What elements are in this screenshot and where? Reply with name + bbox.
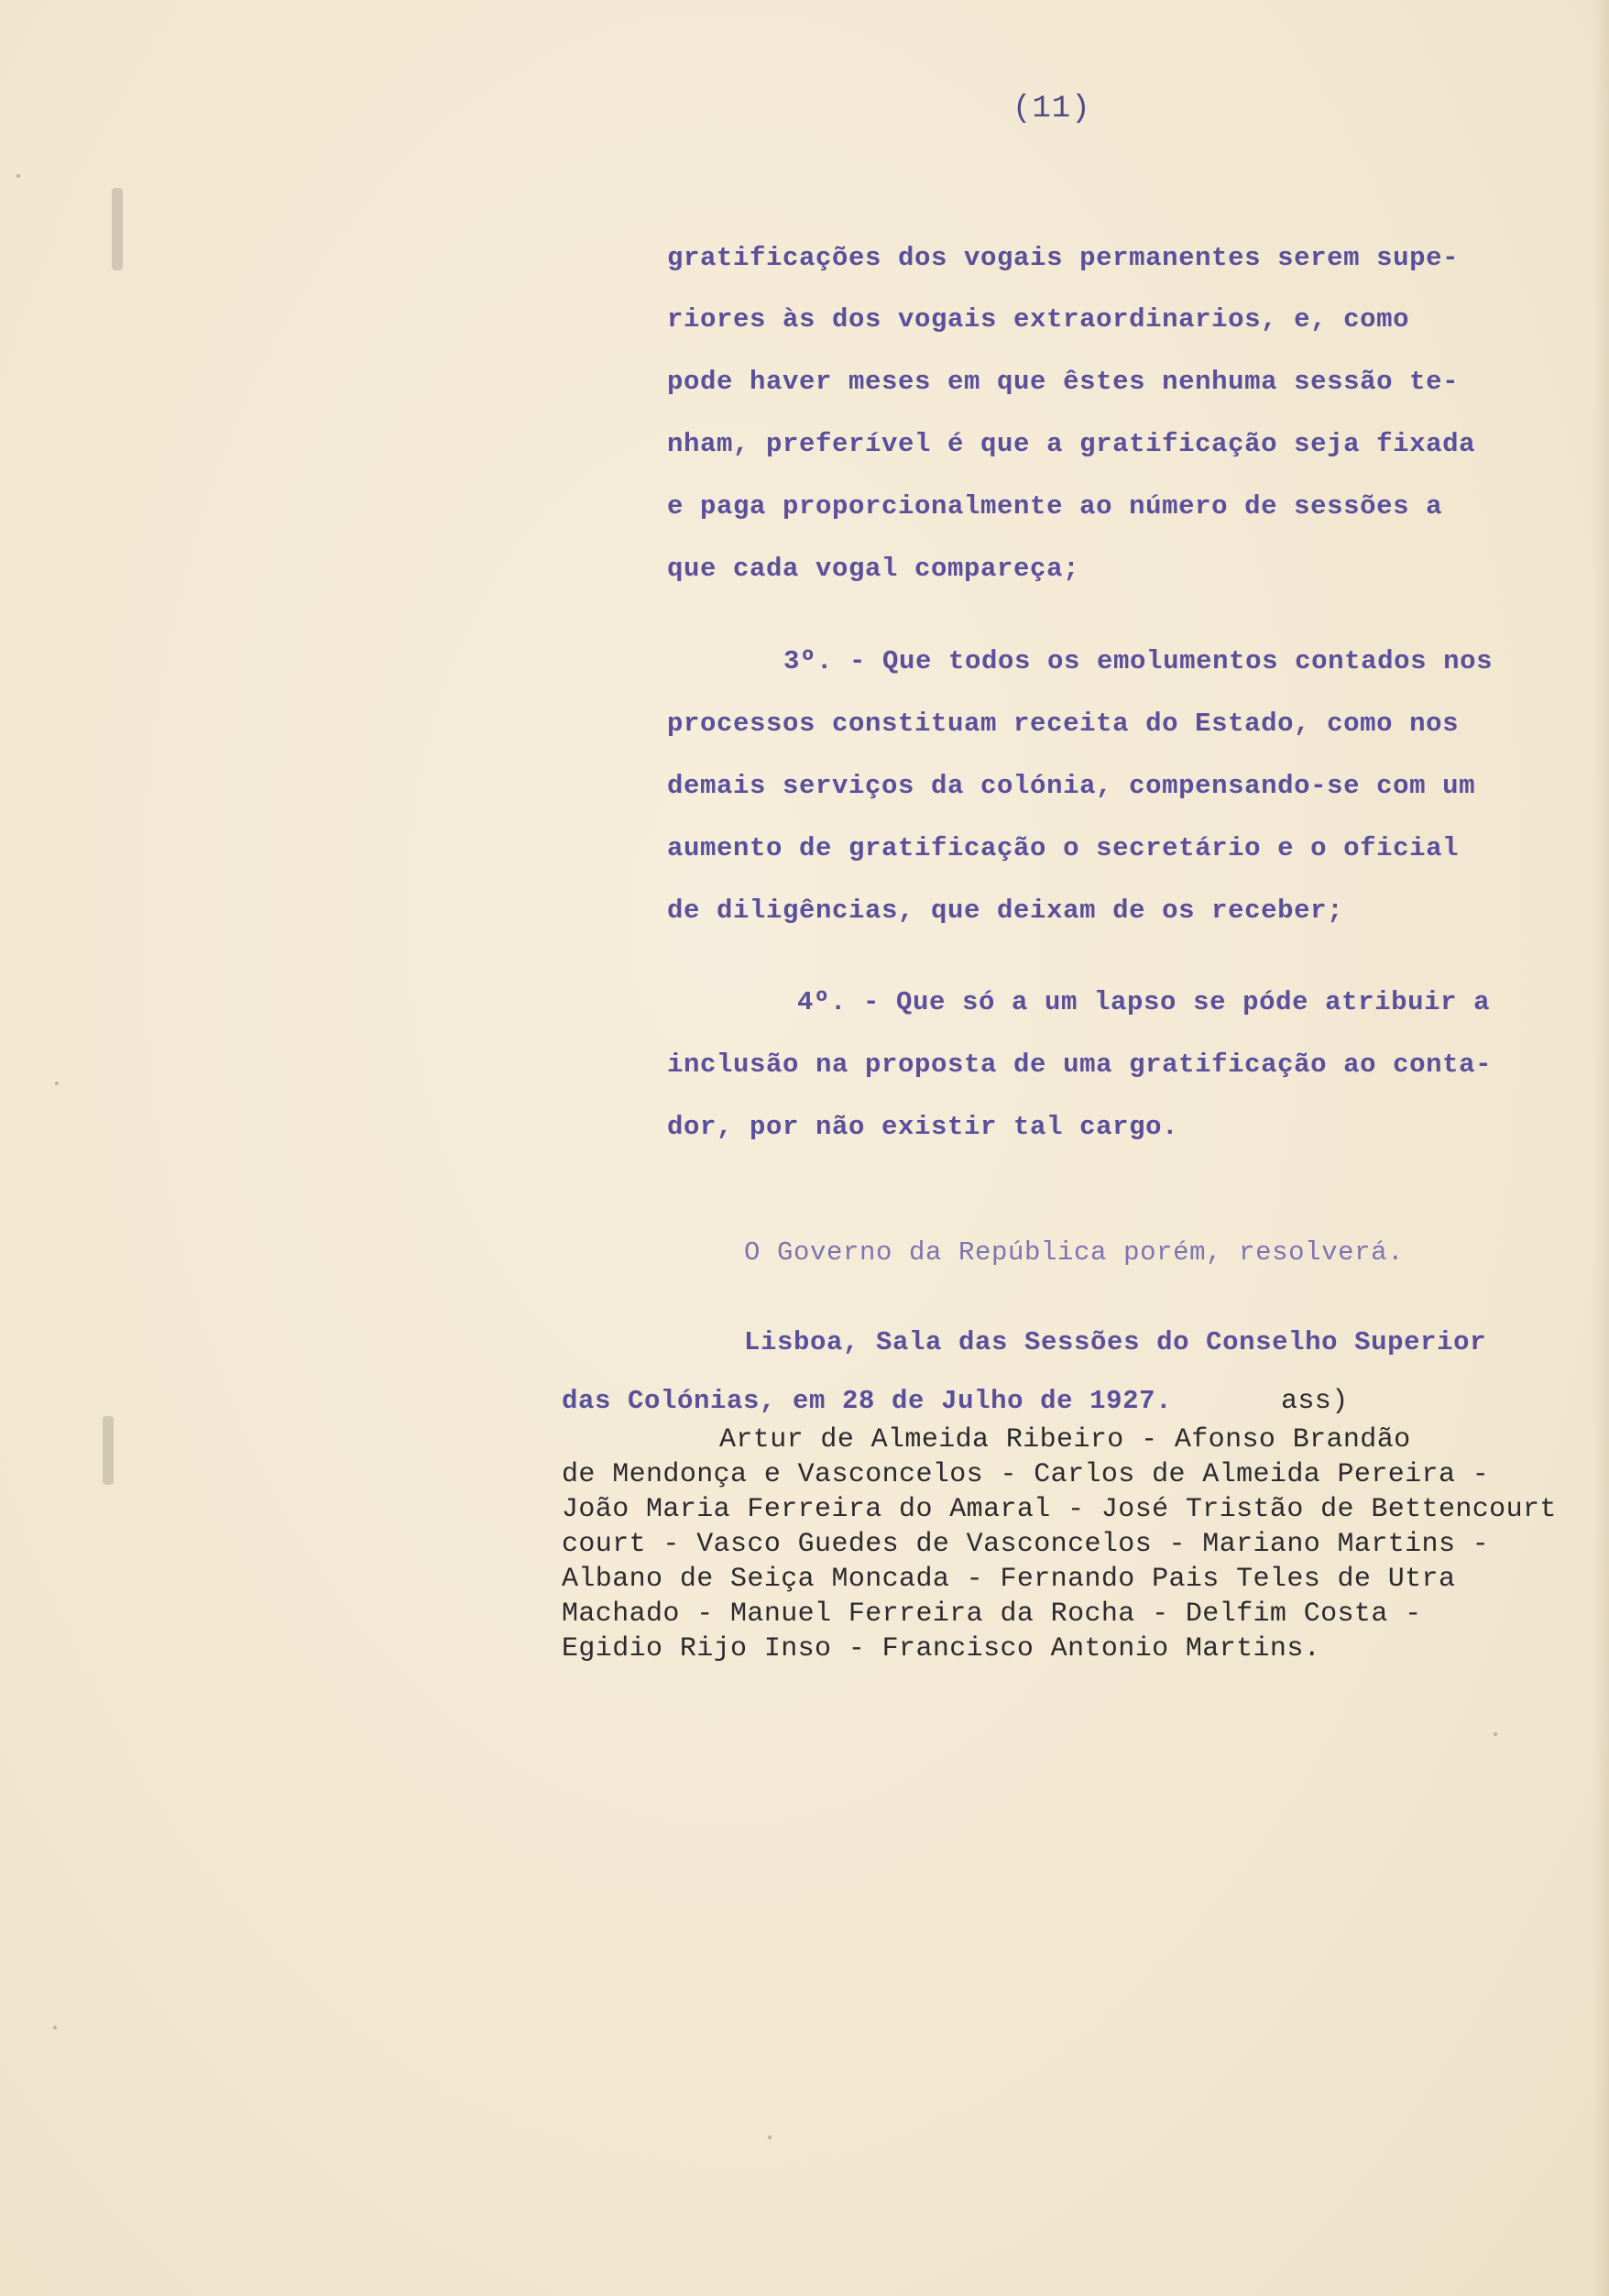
page-edge-shadow bbox=[1593, 0, 1609, 2296]
punch-hole-mark bbox=[112, 188, 123, 270]
text-line: inclusão na proposta de uma gratificação ao conta- bbox=[667, 1049, 1493, 1080]
text-line: riores às dos vogais extraordinarios, e, como bbox=[667, 304, 1410, 335]
text-line: aumento de gratificação o secretário e o oficial bbox=[667, 833, 1460, 863]
text-line: processos constituam receita do Estado, como nos bbox=[667, 709, 1460, 739]
paper-speck bbox=[16, 174, 20, 178]
punch-hole-mark bbox=[103, 1416, 114, 1485]
text-line: que cada vogal compareça; bbox=[667, 554, 1080, 584]
signature-line: Albano de Seiça Moncada - Fernando Pais Teles de Utra bbox=[562, 1564, 1456, 1595]
text-line: 4º. - Que só a um lapso se póde atribuir a bbox=[797, 987, 1491, 1017]
paper-speck bbox=[55, 1082, 59, 1085]
paper-speck bbox=[768, 2136, 772, 2139]
text-line: pode haver meses em que êstes nenhuma sessão te- bbox=[667, 367, 1460, 397]
signature-line: Artur de Almeida Ribeiro - Afonso Brandão bbox=[719, 1424, 1411, 1456]
text-line: demais serviços da colónia, compensando-se com um bbox=[667, 771, 1476, 801]
paper-speck bbox=[53, 2026, 57, 2029]
text-line: dor, por não existir tal cargo. bbox=[667, 1112, 1179, 1142]
place-date-line: Lisboa, Sala das Sessões do Conselho Superior bbox=[744, 1327, 1487, 1357]
place-date-line: das Colónias, em 28 de Julho de 1927. bbox=[562, 1386, 1173, 1416]
text-line: 3º. - Que todos os emolumentos contados nos bbox=[783, 646, 1494, 676]
signature-line: João Maria Ferreira do Amaral - José Tristão de Bettencourt bbox=[562, 1494, 1557, 1525]
page-number: (11) bbox=[1012, 92, 1091, 126]
signature-line: de Mendonça e Vasconcelos - Carlos de Almeida Pereira - bbox=[562, 1459, 1490, 1490]
text-line: nham, preferível é que a gratificação seja fixada bbox=[667, 429, 1476, 459]
signature-line: court - Vasco Guedes de Vasconcelos - Mariano Martins - bbox=[562, 1529, 1490, 1560]
signature-line: Egidio Rijo Inso - Francisco Antonio Martins. bbox=[562, 1633, 1321, 1664]
signature-line: Machado - Manuel Ferreira da Rocha - Delfim Costa - bbox=[562, 1598, 1422, 1630]
paper-speck bbox=[1494, 1732, 1497, 1736]
text-line: de diligências, que deixam de os receber; bbox=[667, 895, 1344, 926]
signature-label: ass) bbox=[1281, 1386, 1349, 1417]
text-line: e paga proporcionalmente ao número de sessões a bbox=[667, 491, 1443, 522]
text-line: gratificações dos vogais permanentes serem supe- bbox=[667, 243, 1460, 273]
closing-line: O Governo da República porém, resolverá. bbox=[744, 1237, 1405, 1268]
